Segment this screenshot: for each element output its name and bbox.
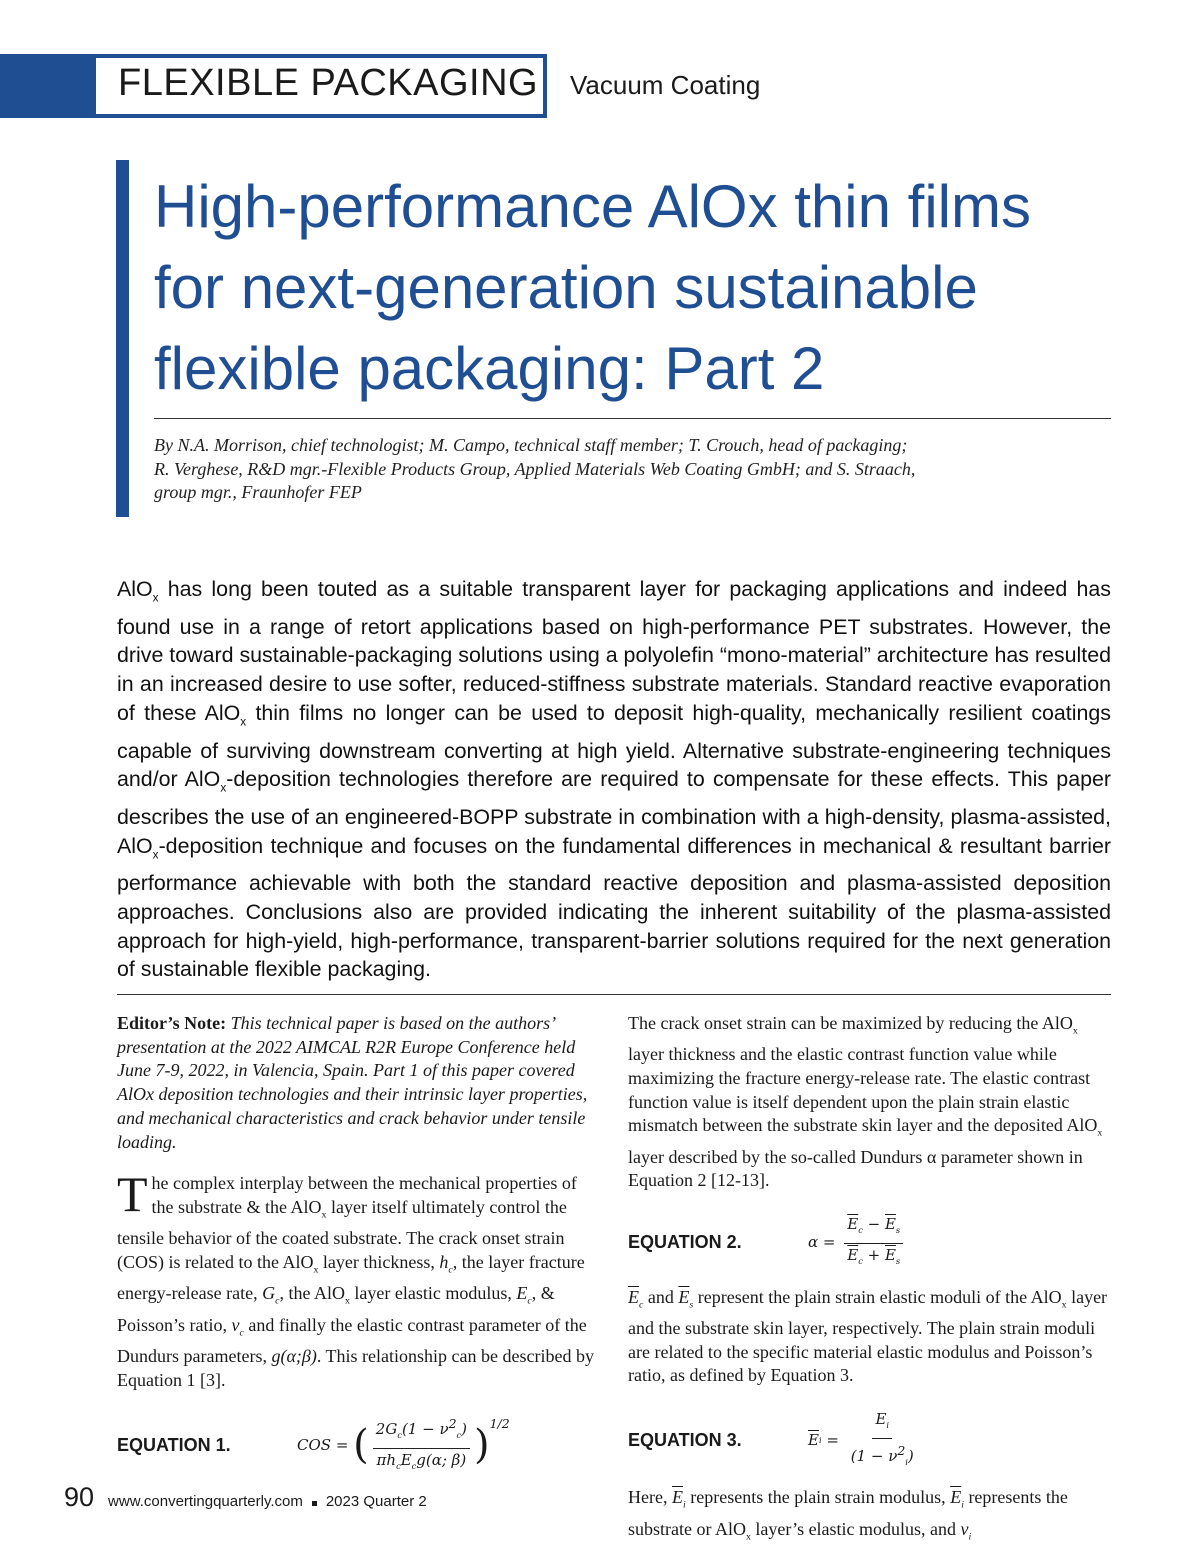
header-accent-block: [0, 54, 92, 118]
text: , the layer fracture energy-release rate,: [117, 1251, 585, 1304]
section-title: FLEXIBLE PACKAGING: [118, 62, 539, 104]
subscript: x: [152, 847, 159, 861]
abstract-text: -deposition technique and focuses on the fundamental differences in mechanical & resultant barrier performance achievable with both the standard reactive deposition and plasma-assisted deposition approaches. Conclusions also are provided indicating the inherent suitability of the plasma-assisted approach for high-yield, high-performance, transparent-barrier solutions required for the next generation of sustainable flexible packaging.: [117, 833, 1111, 982]
variable: v: [231, 1314, 240, 1335]
subscript: c: [239, 1327, 244, 1339]
subscript: i: [968, 1531, 972, 1543]
variable: $\overline{E}$: [678, 1286, 690, 1307]
math-term: ): [461, 1420, 467, 1439]
text: represent the plain strain elastic moduli of the AlO: [693, 1286, 1062, 1307]
text: layer elastic modulus,: [349, 1283, 517, 1304]
subscript: i: [682, 1499, 686, 1511]
editors-note-label: Editor’s Note:: [117, 1013, 227, 1033]
equation-1-formula: COS = ( $\frac{2G_c(1 - \nu^2_c)}{\pi h_cE_cg(\alpha; \beta)}$ ) $^{1/2}$: [297, 1412, 510, 1478]
math-term: $\overline{E}$: [847, 1215, 859, 1234]
text: layer thickness and the elastic contrast function value while maximizing the fracture energy-release rate. The elastic contrast function value is itself dependent upon the plain strain elastic mismatch between the substrate skin layer and the deposited AlO: [628, 1044, 1098, 1136]
math-sub: c: [858, 1225, 863, 1236]
body-paragraph: [628, 1286, 1112, 1388]
equation-3-formula: $\overline{E}$ i = $\frac{E_i}{(1 - \nu^2_i)}$: [808, 1408, 921, 1474]
equation-label: EQUATION 1.: [117, 1434, 231, 1455]
text: , & Poisson’s ratio,: [117, 1283, 555, 1335]
editors-note-text: This technical paper is based on the authors’ presentation at the 2022 AIMCAL R2R Europe Conference held June 7-9, 2022, in Valencia, Spain. Part 1 of this paper covered AlOx deposition technologies and their intrinsic layer properties, and mechanical characteristics and crack behavior under tensile loading.: [117, 1013, 588, 1152]
math-term: (1 − ν: [850, 1446, 898, 1465]
variable: h: [439, 1251, 449, 1272]
body-paragraph: [628, 1486, 1112, 1549]
abstract-text: has long been touted as a suitable transparent layer for packaging applications and indeed has found use in a range of retort applications based on high-performance PET substrates. However, the drive toward sustainable-packaging solutions using a polyolefin “mono-material” architecture has resulted in an increased desire to use softer, reduced-stiffness substrate materials. Standard reactive evaporation of these AlO: [117, 577, 1111, 725]
subscript: s: [689, 1299, 694, 1311]
equation-1: [117, 1412, 597, 1478]
byline-line: By N.A. Morrison, chief technologist; M. Campo, technical staff member; T. Crouch, head of packaging;: [154, 435, 908, 455]
subscript: c: [275, 1295, 280, 1307]
subscript: x: [1072, 1025, 1078, 1037]
variable: $\overline{E}$: [628, 1286, 639, 1307]
math-sup: 2: [448, 1416, 457, 1432]
text: . This relationship can be described by Equation 1 [3].: [117, 1345, 594, 1390]
subscript: c: [527, 1295, 532, 1307]
text: he complex interplay between the mechanical properties of the substrate & the AlO: [151, 1173, 577, 1217]
math-term: $\overline{E}$: [884, 1245, 896, 1264]
right-column: [628, 1012, 1112, 1549]
title-divider: [154, 418, 1111, 419]
math-sub: c: [411, 1460, 417, 1471]
math-term: E: [400, 1450, 412, 1469]
page-footer: [64, 1482, 427, 1513]
text: layer thickness,: [318, 1251, 440, 1272]
math-term: E: [875, 1409, 887, 1428]
subscript: c: [448, 1264, 453, 1276]
fraction: [848, 1408, 917, 1474]
variable: v: [960, 1518, 969, 1539]
math-sup: 1/2: [489, 1416, 510, 1432]
body-paragraph: [117, 1166, 597, 1392]
math-term: 2G: [375, 1420, 398, 1439]
math-sup: 2: [897, 1442, 906, 1458]
text: layer itself ultimately control the tensile behavior of the coated substrate. The crack onset strain (COS) is related to the AlO: [117, 1196, 567, 1272]
variable: $\overline{E}$: [671, 1487, 683, 1508]
byline-line: group mgr., Fraunhofer FEP: [154, 482, 362, 502]
math-term: $\overline{E}$: [884, 1215, 896, 1234]
equation-label: EQUATION 3.: [628, 1430, 742, 1451]
website-link[interactable]: www.convertingquarterly.com: [108, 1493, 303, 1510]
text: Here,: [628, 1487, 672, 1508]
math-term: COS: [297, 1435, 332, 1454]
math-term: ): [907, 1446, 914, 1465]
math-sub: c: [858, 1255, 863, 1266]
editors-note: [117, 1012, 597, 1154]
math-term: (1 − ν: [401, 1420, 449, 1439]
math-term: g(α; β): [416, 1450, 467, 1469]
subscript: x: [152, 591, 159, 605]
byline-line: R. Verghese, R&D mgr.-Flexible Products Group, Applied Materials Web Coating GmbH; and S. Straach,: [154, 458, 916, 479]
math-sub: i: [905, 1456, 908, 1467]
subscript: c: [639, 1299, 644, 1311]
variable: G: [262, 1283, 276, 1304]
abstract-text: -deposition technologies therefore are required to compensate for these effects. This paper describes the use of an engineered-BOPP substrate in combination with a high-density, plasma-assisted, AlO: [117, 767, 1112, 858]
math-sub: c: [397, 1430, 402, 1441]
math-term: α: [808, 1233, 819, 1252]
article-title: High-performance AlOx thin films for next-generation sustainable flexible packaging: Part 2: [154, 173, 1031, 402]
page-number: 90: [64, 1482, 95, 1512]
math-term: $\overline{E}$: [808, 1431, 819, 1450]
subsection-label: Vacuum Coating: [570, 70, 761, 100]
subscript: x: [1061, 1299, 1067, 1311]
variable: g(α;β): [271, 1345, 317, 1366]
abstract-text: thin films no longer can be used to deposit high-quality, mechanically resilient coatings capable of surviving downstream converting at high yield. Alternative substrate-engineering techniques and/or AlO: [117, 700, 1111, 792]
subscript: i: [961, 1499, 964, 1511]
subscript: x: [321, 1209, 327, 1221]
math-term: $\overline{E}$: [847, 1245, 859, 1264]
body-paragraph: [628, 1012, 1112, 1193]
byline: [154, 434, 1054, 505]
variable: E: [516, 1283, 528, 1304]
equation-2-formula: α = $\frac{\overline{E}_c - \overline{E}_s}{\overline{E}_c + \overline{E}_s}$: [808, 1213, 907, 1273]
text: represents the substrate or AlO: [628, 1487, 1068, 1539]
equation-2: [628, 1213, 1112, 1273]
math-sub: s: [895, 1255, 901, 1266]
subscript: x: [745, 1531, 751, 1543]
abstract: [117, 575, 1111, 984]
separator-dot: [312, 1501, 317, 1506]
text: The crack onset strain can be maximized by reducing the AlO: [628, 1013, 1073, 1033]
math-sub: c: [456, 1430, 462, 1441]
title-accent-bar: [116, 160, 129, 517]
text: , the AlO: [279, 1283, 345, 1304]
subscript: x: [220, 781, 227, 795]
left-column: [117, 1012, 597, 1491]
text: layer’s elastic modulus, and: [750, 1518, 961, 1539]
equation-label: EQUATION 2.: [628, 1232, 742, 1253]
math-sub: i: [886, 1419, 890, 1430]
subscript: x: [240, 714, 247, 728]
math-sub: c: [396, 1460, 401, 1471]
abstract-divider: [117, 994, 1111, 995]
text: and: [643, 1286, 679, 1307]
math-term: πh: [376, 1450, 397, 1469]
drop-cap: T: [117, 1166, 148, 1223]
text: layer described by the so-called Dundurs α parameter shown in Equation 2 [12-13].: [628, 1146, 1083, 1191]
math-op: +: [867, 1245, 881, 1264]
equation-3: [628, 1408, 1112, 1474]
fraction: [844, 1213, 903, 1273]
fraction: [373, 1412, 470, 1478]
text: and finally the elastic contrast parameter of the Dundurs parameters,: [117, 1314, 587, 1366]
math-sub: i: [818, 1435, 822, 1446]
math-op: −: [867, 1215, 881, 1234]
abstract-text: AlO: [117, 577, 153, 601]
subscript: x: [313, 1264, 319, 1276]
variable: $\overline{E}$: [950, 1487, 962, 1508]
subscript: x: [1097, 1128, 1103, 1139]
text: layer and the substrate skin layer, respectively. The plain strain moduli are related to the specific material elastic modulus and Poisson’s ratio, as defined by Equation 3.: [628, 1286, 1108, 1386]
issue-label: 2023 Quarter 2: [325, 1493, 427, 1510]
math-sub: s: [895, 1225, 901, 1236]
text: represents the plain strain modulus,: [685, 1487, 951, 1508]
subscript: x: [344, 1295, 350, 1307]
